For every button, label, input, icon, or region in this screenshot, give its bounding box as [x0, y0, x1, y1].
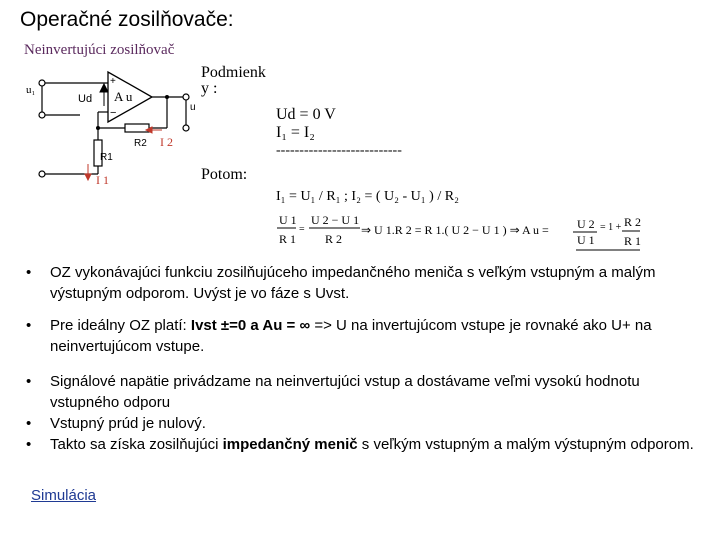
- circuit-subtitle: Neinvertujúci zosilňovač: [24, 42, 175, 58]
- u-output-label: u: [190, 102, 196, 113]
- ud-label: Ud: [78, 93, 93, 105]
- page-title: Operačné zosilňovače:: [20, 8, 234, 31]
- bullet-text: [50, 315, 706, 357]
- u1-label: u₁: [26, 84, 36, 96]
- r1-label: R1: [100, 152, 113, 163]
- bullet-list: [26, 262, 706, 455]
- bullet-text-pre: Takto sa získa zosilňujúci: [50, 436, 223, 453]
- condition-eq-currents: I₁ = I₂: [276, 124, 315, 141]
- simulation-link[interactable]: Simulácia: [31, 487, 97, 504]
- plus-one: = 1 +: [600, 222, 622, 233]
- bullet-marker: •: [26, 317, 32, 334]
- bullet-item: [26, 371, 706, 413]
- bullet-text-post: s veľkým vstupným a malým výstupným odporom.: [357, 436, 694, 453]
- bullet-marker: •: [26, 264, 32, 281]
- bullet-item: [26, 434, 706, 455]
- bullet-item: [26, 413, 706, 434]
- frac1-denominator: R 1: [279, 232, 297, 246]
- bullet-item: [26, 262, 706, 304]
- bullet-marker: •: [26, 373, 32, 390]
- frac3-numerator: U 2: [577, 217, 595, 231]
- bullet-text-post: => U na invertujúcom vstupe je rovnaké ako U+ na neinvertujúcom vstupe.: [50, 317, 652, 355]
- i2-label: I 2: [160, 135, 173, 149]
- frac4-denominator: R 1: [624, 234, 642, 248]
- minus-sign: −: [110, 107, 117, 119]
- bullet-text: OZ vykonávajúci funkciu zosilňujúceho impedančného meniča s veľkým vstupným a malým výstupným odporom. Uvýst je vo fáze s Uvst.: [50, 264, 656, 302]
- frac2-numerator: U 2 − U 1: [311, 213, 360, 227]
- bullet-text: Signálové napätie privádzame na neinvertujúci vstup a dostávame veľmi vysokú hodnotu vstupného odporu: [50, 373, 640, 411]
- eq-sign: =: [299, 224, 305, 235]
- implication-chain: ⇒ U 1.R 2 = R 1.( U 2 − U 1 ) ⇒ A u =: [361, 223, 549, 237]
- frac4-numerator: R 2: [624, 215, 642, 229]
- conditions-heading: Podmienk: [201, 64, 266, 81]
- condition-eq-ud: Ud = 0 V: [276, 106, 336, 123]
- bullet-marker: •: [26, 415, 32, 432]
- bullet-text: [50, 434, 706, 455]
- bullet-text-pre: Pre ideálny OZ platí:: [50, 317, 191, 334]
- au-label: A u: [114, 89, 133, 104]
- bullet-text-bold: impedančný menič: [222, 436, 358, 453]
- plus-sign: +: [110, 76, 116, 87]
- bullet-text: Vstupný prúd je nulový.: [50, 415, 206, 432]
- r2-label: R2: [134, 138, 147, 149]
- frac1-numerator: U 1: [279, 213, 297, 227]
- currents-formula: I₁ = U₁ / R₁ ; I₂ = ( U₂ - U₁ ) / R₂: [276, 189, 459, 204]
- frac3-denominator: U 1: [577, 233, 595, 247]
- bullet-item: [26, 315, 706, 357]
- then-label: Potom:: [201, 166, 248, 183]
- conditions-divider: ---------------------------: [276, 143, 402, 158]
- i1-label: I 1: [96, 173, 109, 187]
- derivation-formula: [0, 0, 720, 260]
- bullet-text-bold: Ivst ±=0 a Au = ∞: [190, 317, 311, 334]
- frac2-denominator: R 2: [325, 232, 343, 246]
- bullet-marker: •: [26, 436, 32, 453]
- conditions-heading-cont: y :: [201, 80, 218, 97]
